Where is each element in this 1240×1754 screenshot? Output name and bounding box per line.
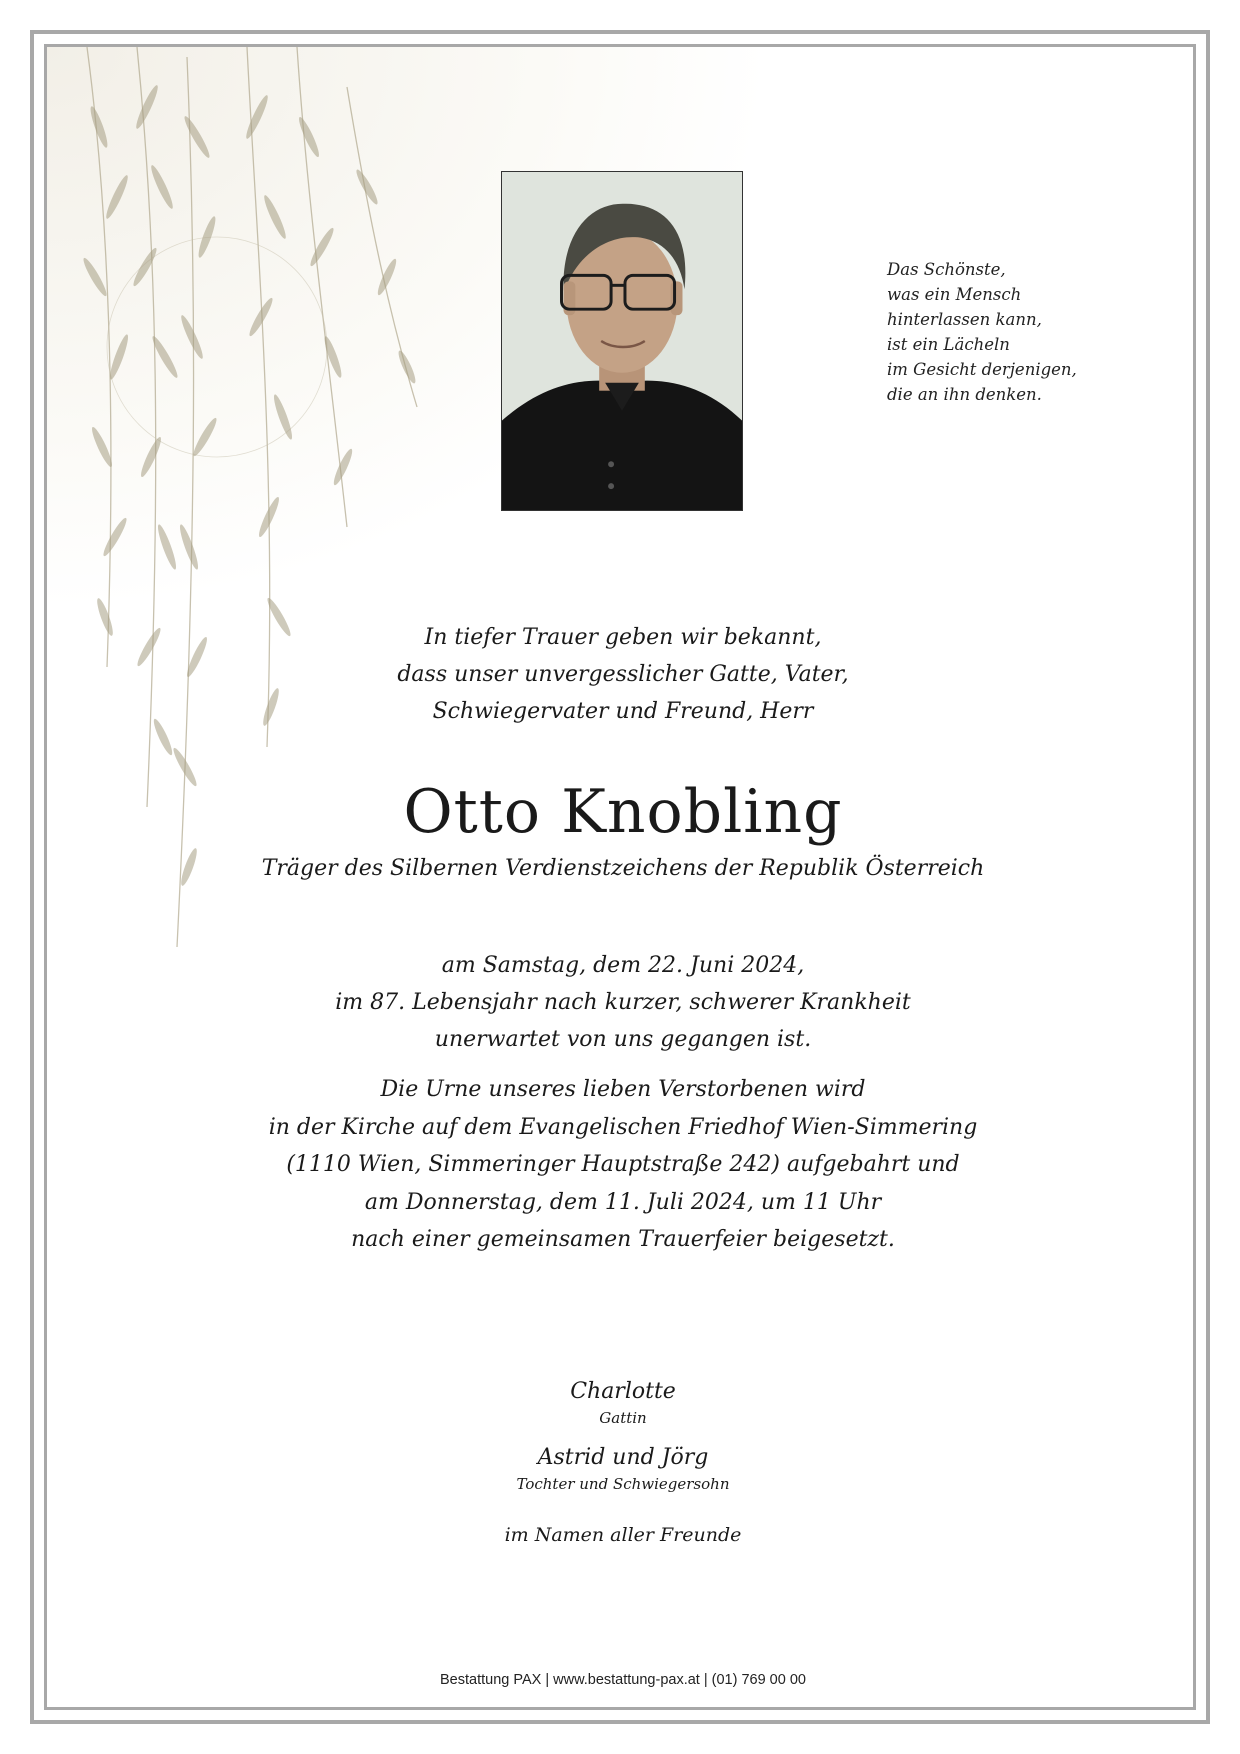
closing-line: im Namen aller Freunde — [504, 1524, 742, 1546]
death-line: unerwartet von uns gegangen ist. — [434, 1027, 812, 1052]
mourner-role: Gattin — [599, 1409, 647, 1427]
quote-line: die an ihn denken. — [887, 385, 1042, 404]
quote-line: was ein Mensch — [887, 285, 1022, 304]
willow-branches-illustration — [47, 47, 467, 1047]
quote-line: im Gesicht derjenigen, — [887, 360, 1077, 379]
mourners-list — [47, 1377, 1196, 1549]
memorial-quote — [887, 257, 1147, 407]
urn-line: nach einer gemeinsamen Trauerfeier beigesetzt. — [351, 1227, 895, 1252]
intro-line: Schwiegervater und Freund, Herr — [432, 699, 814, 724]
deceased-name: Otto Knobling — [403, 777, 843, 847]
urn-line: in der Kirche auf dem Evangelischen Friedhof Wien-Simmering — [268, 1114, 978, 1140]
death-line: im 87. Lebensjahr nach kurzer, schwerer Krankheit — [335, 990, 911, 1015]
mourner-role: Tochter und Schwiegersohn — [516, 1475, 730, 1493]
funeral-home-footer: Bestattung PAX | www.bestattung-pax.at | (01) 769 00 00 — [440, 1672, 806, 1688]
deceased-honor: Träger des Silbernen Verdienstzeichens der Republik Österreich — [261, 856, 985, 881]
urn-line: (1110 Wien, Simmeringer Hauptstraße 242) aufgebahrt und — [286, 1152, 960, 1177]
mourner-name: Charlotte — [570, 1379, 676, 1404]
urn-line: Die Urne unseres lieben Verstorbenen wird — [380, 1077, 866, 1102]
obituary-card — [44, 44, 1196, 1710]
intro-line: dass unser unvergesslicher Gatte, Vater, — [397, 662, 849, 687]
urn-line: am Donnerstag, dem 11. Juli 2024, um 11 Uhr — [364, 1189, 882, 1215]
funeral-details — [47, 1071, 1196, 1259]
mourner-name: Astrid und Jörg — [537, 1445, 709, 1470]
quote-line: hinterlassen kann, — [887, 310, 1042, 329]
announcement-intro — [47, 619, 1196, 730]
death-line: am Samstag, dem 22. Juni 2024, — [441, 953, 805, 978]
quote-line: ist ein Lächeln — [887, 335, 1010, 354]
death-notice — [47, 947, 1196, 1058]
portrait-photo — [501, 171, 743, 511]
quote-line: Das Schönste, — [887, 260, 1006, 279]
intro-line: In tiefer Trauer geben wir bekannt, — [424, 625, 822, 650]
